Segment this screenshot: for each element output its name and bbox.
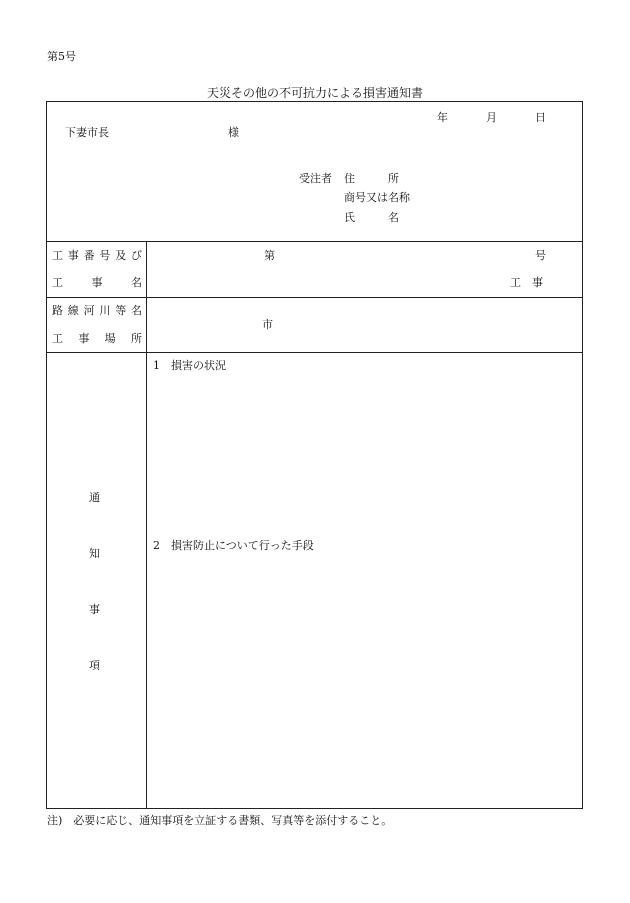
route-label-line1 (52, 305, 142, 316)
label-char: 川 (99, 304, 111, 317)
label-char: び (130, 249, 142, 262)
row-divider (47, 297, 582, 298)
work-name-label-line2 (52, 277, 142, 288)
label-char: 事 (67, 249, 79, 262)
work-number-label-line1 (52, 250, 142, 261)
name-label: 氏 名 (344, 211, 399, 224)
notice-form-table (46, 101, 583, 809)
label-char: 路 (52, 304, 63, 317)
city-label: 市 (262, 318, 273, 331)
notice-label-char-1: 通 (89, 491, 100, 504)
notice-item-damage-status: 1 損害の状況 (153, 359, 226, 372)
date-day-label: 日 (535, 111, 546, 124)
notice-label-char-4: 項 (89, 659, 100, 672)
column-divider (146, 241, 147, 808)
label-char: 所 (130, 332, 142, 345)
label-char: 名 (131, 276, 142, 289)
notice-label-char-2: 知 (89, 547, 100, 560)
date-month-label: 月 (486, 111, 497, 124)
label-char: 事 (78, 332, 90, 345)
notice-item-prevention-measures: 2 損害防止について行った手段 (153, 539, 314, 552)
label-char: 号 (99, 249, 111, 262)
label-char: 工 (52, 249, 63, 262)
label-char: 場 (104, 332, 116, 345)
date-year-label: 年 (437, 111, 448, 124)
work-number-prefix: 第 (264, 249, 275, 262)
label-char: 名 (130, 304, 142, 317)
location-label-line2 (52, 333, 142, 344)
label-char: 番 (83, 249, 95, 262)
document-title: 天災その他の不可抗力による損害通知書 (207, 86, 424, 100)
row-divider (47, 241, 582, 242)
label-char: 工 (52, 332, 63, 345)
address-label: 住 所 (344, 172, 399, 185)
form-number: 第5号 (47, 50, 76, 63)
label-char: 事 (91, 276, 103, 289)
label-char: 及 (115, 249, 127, 262)
footnote: 注) 必要に応じ、通知事項を立証する書類、写真等を添付すること。 (47, 814, 393, 827)
label-char: 等 (115, 304, 127, 317)
addressee: 下妻市長 (65, 126, 109, 139)
notice-label-char-3: 事 (89, 603, 100, 616)
contractor-label: 受注者 (299, 172, 332, 185)
label-char: 工 (52, 276, 63, 289)
work-number-suffix: 号 (535, 249, 546, 262)
honorific: 様 (228, 126, 239, 139)
work-suffix: 工 事 (510, 276, 543, 289)
trade-name-label: 商号又は名称 (344, 191, 410, 204)
label-char: 河 (83, 304, 95, 317)
row-divider (47, 352, 582, 353)
label-char: 線 (67, 304, 79, 317)
